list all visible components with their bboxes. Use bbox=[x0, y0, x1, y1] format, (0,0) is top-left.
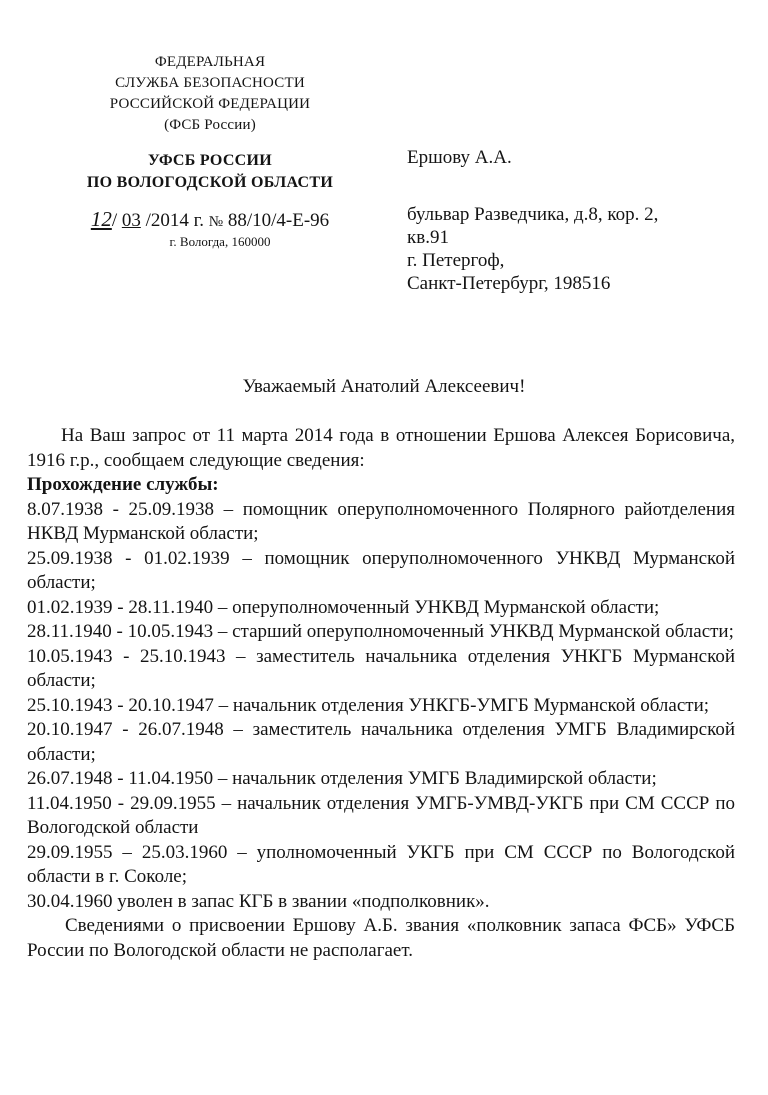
recipient-address-line: кв.91 bbox=[407, 227, 449, 248]
closing-paragraph: Сведениями о присвоении Ершову А.Б. звания «полковник запаса ФСБ» УФСБ России по Вологодской области не располагает. bbox=[27, 915, 735, 961]
agency-line: ФЕДЕРАЛЬНАЯ bbox=[154, 54, 266, 70]
department-line: УФСБ РОССИИ bbox=[147, 152, 273, 169]
recipient-address-line: Санкт-Петербург, 198516 bbox=[407, 273, 611, 294]
sender-block bbox=[60, 52, 360, 250]
reference-year: /2014 г. bbox=[145, 210, 205, 231]
service-entry: 8.07.1938 - 25.09.1938 – помощник оперуполномоченного Полярного райотделения НКВД Мурманской области; bbox=[27, 498, 735, 544]
service-entry: 11.04.1950 - 29.09.1955 – начальник отделения УМГБ-УМВД-УКГБ при СМ СССР по Вологодской области bbox=[27, 792, 735, 838]
salutation: Уважаемый Анатолий Алексеевич! bbox=[242, 376, 526, 397]
agency-name bbox=[60, 52, 360, 136]
service-entry: 25.10.1943 - 20.10.1947 – начальник отделения УНКГБ-УМГБ Мурманской области; bbox=[27, 694, 710, 716]
recipient-name: Ершову А.А. bbox=[407, 147, 512, 168]
reference-number: 88/10/4-Е-96 bbox=[227, 210, 330, 231]
service-entry: 29.09.1955 – 25.03.1960 – уполномоченный УКГБ при СМ СССР по Вологодской области в г. Соколе; bbox=[27, 841, 735, 887]
recipient-address-line: бульвар Разведчика, д.8, кор. 2, bbox=[407, 204, 659, 225]
department-name bbox=[60, 150, 360, 194]
recipient-address-line: г. Петергоф, bbox=[407, 250, 505, 271]
recipient-block bbox=[407, 146, 737, 295]
sender-city: г. Вологда, 160000 bbox=[169, 234, 271, 249]
service-entry: 25.09.1938 - 01.02.1939 – помощник оперуполномоченного УНКВД Мурманской области; bbox=[27, 547, 735, 593]
agency-line: (ФСБ России) bbox=[164, 117, 256, 133]
service-entries bbox=[27, 498, 735, 915]
agency-line: СЛУЖБА БЕЗОПАСНОСТИ bbox=[115, 75, 305, 91]
reference-month: 03 bbox=[121, 210, 141, 231]
reference-number-sign: № bbox=[208, 214, 224, 230]
reference-line: 12/ 03 /2014 г. № 88/10/4-Е-96 bbox=[90, 207, 330, 231]
service-entry: 20.10.1947 - 26.07.1948 – заместитель начальника отделения УМГБ Владимирской области; bbox=[27, 719, 735, 765]
service-entry: 26.07.1948 - 11.04.1950 – начальник отделения УМГБ Владимирской области; bbox=[27, 768, 657, 789]
intro-paragraph: На Ваш запрос от 11 марта 2014 года в отношении Ершова Алексея Борисовича, 1916 г.р., сообщаем следующие сведения: bbox=[27, 425, 735, 471]
service-heading: Прохождение службы: bbox=[27, 474, 219, 495]
service-entry: 01.02.1939 - 28.11.1940 – оперуполномоченный УНКВД Мурманской области; bbox=[27, 596, 660, 618]
service-entry: 28.11.1940 - 10.05.1943 – старший оперуполномоченный УНКВД Мурманской области; bbox=[27, 621, 734, 642]
letter-body bbox=[27, 424, 735, 963]
department-line: ПО ВОЛОГОДСКОЙ ОБЛАСТИ bbox=[86, 174, 334, 191]
service-entry: 30.04.1960 уволен в запас КГБ в звании «подполковник». bbox=[27, 890, 490, 912]
reference-day: 12 bbox=[90, 207, 112, 231]
service-entry: 10.05.1943 - 25.10.1943 – заместитель начальника отделения УНКГБ Мурманской области; bbox=[27, 645, 735, 691]
agency-line: РОССИЙСКОЙ ФЕДЕРАЦИИ bbox=[109, 96, 311, 112]
